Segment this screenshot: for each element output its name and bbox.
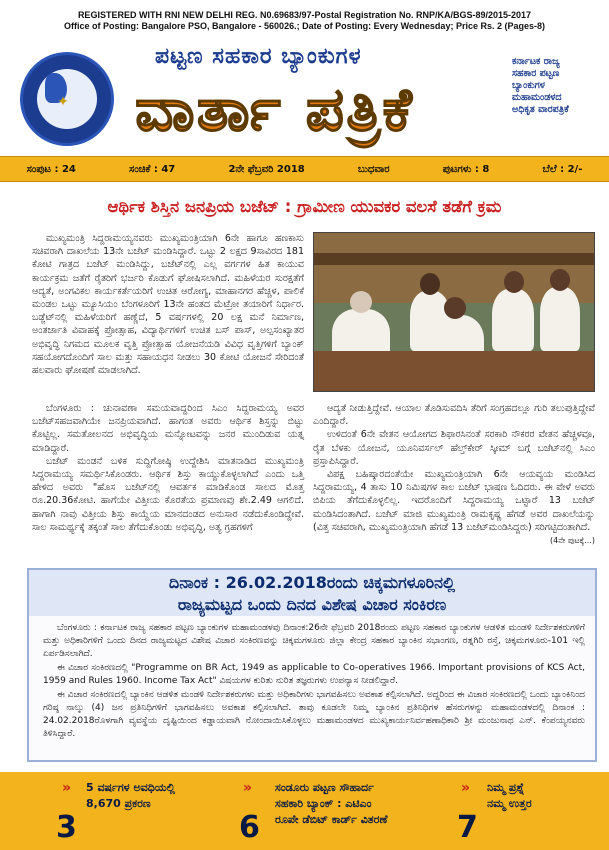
notice-paragraph: ಈ ವಿಚಾರ ಸಂಕಿರಣದಲ್ಲಿ "Programme on BR Act, 1949 as applicable to Co-operatives 1966. Important provisions of KCS Act, 1959 and Rules 1960. Income Tax Act" ವಿಷಯಗಳ ಕುರಿತು ನುರಿತ ತಜ್ಞರುಗಳು ಉಪನ್ಯಾಸ ನೀಡಲಿದ್ದಾರೆ. <box>43 663 585 686</box>
article-body-right <box>313 402 595 570</box>
date-label: 2ನೇ ಫೆಬ್ರವರಿ 2018 <box>228 163 305 175</box>
chevron-right-icon: » <box>62 780 72 796</box>
article-lead <box>32 232 304 392</box>
issue-info-bar <box>0 156 609 182</box>
seminar-notice-body <box>43 622 585 742</box>
continued-label: (4ನೇ ಪುಟಕ್ಕೆ...) <box>550 536 595 546</box>
article-body-left <box>32 402 304 570</box>
notice-paragraph: ಬೆಂಗಳೂರು : ಕರ್ನಾಟಕ ರಾಜ್ಯ ಸಹಕಾರ ಪಟ್ಟಣ ಬ್ಯಾಂಕುಗಳ ಮಹಾಮಂಡಳವು ದಿನಾಂಕ:26ನೇ ಫೆಬ್ರವರಿ 2018ರಂದು ಪಟ್ಟಣ ಸಹಕಾರ ಬ್ಯಾಂಕುಗಳ ಆಡಳಿತ ಮಂಡಳಿ ನಿರ್ದೇಶಕರುಗಳಿಗೆ ಮತ್ತು ಅಧಿಕಾರಿಗಳಿಗೆ ಒಂದು ದಿನದ ರಾಜ್ಯಮಟ್ಟದ ವಿಶೇಷ ವಿಚಾರ ಸಂಕಿರಣವನ್ನು ಚಿಕ್ಕಮಗಳೂರು ಜಿಲ್ಲಾ ಕೇಂದ್ರ ಸಹಕಾರ ಬ್ಯಾಂಕಿನ ಸಭಾಂಗಣ, ರತ್ನಗಿರಿ ರಸ್ತೆ, ಚಿಕ್ಕಮಗಳೂರು-101 ಇಲ್ಲಿ ಏರ್ಪಡಿಸಲಾಗಿದೆ. <box>43 623 585 659</box>
seminar-notice-box <box>27 568 597 762</box>
article-paragraph: ಬೆಂಗಳೂರು : ಚುನಾವಣಾ ಸಮಯವಾದ್ದರಿಂದ ಸಿಎಂ ಸಿದ್ದರಾಮಯ್ಯ ಅವರ ಬಜೆಟ್‌ಸಹಜವಾಗಿಯೇ ಜನಪ್ರಿಯವಾಗಿದೆ. ಹಾಗಂತ ಅವರು ಆರ್ಥಿಕ ಶಿಸ್ತನ್ನು ಬಿಟ್ಟು ಕೊಟ್ಟಿಲ್ಲ. ಸಮತೋಲನದ ಅಭಿವೃದ್ಧಿಯ ಮನ್ನೋಟವನ್ನು ಜನರ ಮುಂದಿಡುವ ಯತ್ನ ಮಾಡಿದ್ದಾರೆ. <box>32 403 304 454</box>
masthead-title: ವಾರ್ತಾ ಪತ್ರಿಕೆ <box>135 75 414 145</box>
masthead-subtitle: ಪಟ್ಟಣ ಸಹಕಾರ ಬ್ಯಾಂಕುಗಳ <box>155 44 362 69</box>
federation-logo <box>20 52 114 146</box>
seminar-notice-title <box>29 570 595 616</box>
notice-paragraph: ಈ ವಿಚಾರ ಸಂಕಿರಣದಲ್ಲಿ ಬ್ಯಾಂಕಿನ ಆಡಳಿತ ಮಂಡಳಿ ನಿರ್ದೇಶಕರುಗಳು ಮತ್ತು ಅಧಿಕಾರಿಗಳು ಭಾಗವಹಿಸಲು ಅವಕಾಶ ಕಲ್ಪಿಸಲಾಗಿದೆ. ಅದ್ದರಿಂದ ಈ ವಿಚಾರ ಸಂಕಿರಣದಲ್ಲಿ ಒಂದು ಬ್ಯಾಂಕಿನಿಂದ ಗರಿಷ್ಠ ನಾಲ್ಕು (4) ಜನ ಪ್ರತಿನಿಧಿಗಳಿಗೆ ಭಾಗವಹಿಸಲು ಅವಕಾಶ ಕಲ್ಪಿಸಲಾಗಿದೆ. ತಾವು ಕೂಡಲೇ ನಿಮ್ಮ ಬ್ಯಾಂಕಿನ ಪ್ರತಿನಿಧಿಗಳ ಹೆಸರುಗಳನ್ನು ಮಹಾಮಂಡಳದಲ್ಲಿ ದಿನಾಂಕ : 24.02.2018ರೊಳಗಾಗಿ ವ್ಯವಸ್ಥೆಯ ದೃಷ್ಟಿಯಿಂದ ಕಡ್ಡಾಯವಾಗಿ ನೋಂದಾಯಿಸಿಕೊಳ್ಳಲು ಮಹಾಮಂಡಳದ ಮುಖ್ಯಕಾರ್ಯನಿರ್ವಹಣಾಧಿಕಾರಿ ಶ್ರೀ ಮಂಜುನಾಥ ಎನ್. ಕೆಂಪಯ್ಯನವರು ತಿಳಿಸಿದ್ದಾರೆ. <box>43 690 585 739</box>
volume-label: ಸಂಪುಟ : 24 <box>26 163 76 175</box>
footer-index-bar <box>0 772 609 850</box>
article-paragraph: ಆದ್ಯತೆ ನೀಡುತ್ತಿದ್ದೇವೆ. ಆಯಾಲ ತೊಡಿಸುವದಿಸಿ ತೆರಿಗೆ ಸಂಗ್ರಹದಲ್ಲೂ ಗುರಿ ತಲುಪುತ್ತಿದ್ದೇವೆ ಎಂದಿದ್ದಾರೆ. <box>313 403 595 428</box>
footer-item[interactable] <box>443 772 609 850</box>
footer-line: ಸಹಕಾರಿ ಬ್ಯಾಂಕ್ : ಎಟಿಎಂ <box>275 797 372 810</box>
seminar-title-line-1: ದಿನಾಂಕ : 26.02.2018ರಂದು ಚಿಕ್ಕಮಗಳೂರಿನಲ್ಲಿ <box>168 573 456 592</box>
masthead-side-text: ಕರ್ನಾಟಕ ರಾಜ್ಯ ಸಹಕಾರ ಪಟ್ಟಣ ಬ್ಯಾಂಕುಗಳ ಮಹಾಮಂಡಳದ ಅಧಿಕೃತ ವಾರಪತ್ರಿಕೆ <box>512 56 569 115</box>
issue-label: ಸಂಚಿಕೆ : 47 <box>129 163 176 175</box>
footer-page-number: 7 <box>457 810 478 845</box>
article-lead-text: ಮುಖ್ಯಮಂತ್ರಿ ಸಿದ್ದರಾಮಯ್ಯನವರು ಮುಖ್ಯಮಂತ್ರಿಯಾಗಿ 6ನೇ ಹಾಗೂ ಹಣಕಾಸು ಸಚಿವರಾಗಿ ದಾಖಲೆಯ 13ನೇ ಬಜೆಟ್ ಮಂಡಿಸಿದ್ದಾರೆ. ಒಟ್ಟು 2 ಲಕ್ಷದ 9ಸಾವಿರದ 181 ಕೋಟಿ ಗಾತ್ರದ ಬಜೆಟ್ ಮಂಡಿಸಿದ್ದು, ಬಜೆಟ್‌ನಲ್ಲಿ ಎಲ್ಲ ವರ್ಗಗಳ ಹಿತ ಕಾಯುವ ಕಾರ್ಯಕ್ರಮ ಜತೆಗೆ ರೈತರಿಗೆ ಭರ್ಜರಿ ಕೊಡುಗೆ ಘೋಷಿಸಲಾಗಿದೆ. ಮಹಿಳೆಯರ ಸುರಕ್ಷತೆಗೆ ಆದ್ಯತೆ, ಅಂಗವಿಕಲ ಕಾರ್ಯಕರ್ತೆಯರಿಗೆ ಉಚಿತ ಆರೋಗ್ಯ, ಮಾಹಾನಗರ ಹೆಚ್ಚಳ, ಪಾಲಿಕೆ ಮಂಡಲ ಒಟ್ಟು ಮ್ಯೂಸಿಯಂ ಬೆಂಗಳೂರಿಗೆ 13ನೇ ಹಂತದ ಮೆಟ್ರೋ ತಯಾರಿಗೆ ನಿರ್ಧಾರ. ಬಡ್ಜೆಟ್‌ನಲ್ಲಿ ಮಹಿಳೆಯರಿಗೆ ಹಣ್ಣೆದೆ, 5 ವರ್ಷಗಳಲ್ಲಿ 20 ಲಕ್ಷ ಮನೆ ನಿರ್ಮಾಣ, ಅಂತರ್ಜಾತಿ ವಿವಾಹಕ್ಕೆ ಪ್ರೋತ್ಸಾಹ, ವಿದ್ಯಾರ್ಥಿಗಳಿಗೆ ಉಚಿತ ಬಸ್ ಪಾಸ್, ಅಲ್ಪಸಂಖ್ಯಾತರ ಅಭಿವೃದ್ಧಿ ನಿಗಮದ ಮೂಲಕ ವೃತ್ತಿ ಪ್ರೋತ್ಸಾಹ ಯೋಜನೆಯಡಿ ವಿವಿಧ ವೃತ್ತಿಗಳಿಗೆ ಬ್ಯಾಂಕ್ ಸಹಯೋಗದೊಂದಿಗೆ ಸಾಲ ಮತ್ತು ಸಹಾಯಧನ ನೀಡಲು 30 ಕೋಟಿ ಯೋಜನೆ ಸೇರಿದಂತೆ ಹಲವಾರು ಘೋಷಣೆ ಮಾಡಲಾಗಿದೆ. <box>32 233 304 377</box>
pages-label: ಪುಟಗಳು : 8 <box>442 163 490 175</box>
footer-item[interactable] <box>203 772 443 850</box>
assembly-photo <box>313 232 595 392</box>
footer-page-number: 3 <box>56 810 77 845</box>
article-paragraph: ಉಳಿದಂತೆ 6ನೇ ವೇತನ ಆಯೋಗದ ಶಿಫಾರಸಿನಂತೆ ಸರಕಾರಿ ನೌಕರರ ವೇತನ ಹೆಚ್ಚಳವೂ, ರೈತ ಬೆಳಕು ಯೋಜನೆ, ಯೂನಿವರ್ಸಲ್ ಹೆಲ್ತ್‌ಕೇರ್ ಸ್ಕೀಮ್ ಬಗ್ಗೆ ಬಜೆಟ್‌ನಲ್ಲಿ ಸಿಎಂ ಪ್ರಸ್ತಾಪಿಸಿದ್ದಾರೆ. <box>313 429 595 467</box>
footer-line: ನಿಮ್ಮ ಪ್ರಶ್ನೆ <box>487 781 525 794</box>
footer-line: ಸಂಡೂರು ಪಟ್ಟಣ ಸೌಹಾರ್ದ <box>275 781 374 794</box>
footer-page-number: 6 <box>239 810 260 845</box>
seminar-title-line-2: ರಾಜ್ಯಮಟ್ಟದ ಒಂದು ದಿನದ ವಿಶೇಷ ವಿಚಾರ ಸಂಕಿರಣ <box>177 595 447 614</box>
footer-line: ನಮ್ಮ ಉತ್ತರ <box>487 797 532 810</box>
footer-line: 8,670 ಪ್ರಕರಣ <box>86 797 151 810</box>
article-paragraph: ವಿಪಕ್ಷ ಬಹಿಷ್ಕಾರದಂತೆಯೇ ಮುಖ್ಯಮಂತ್ರಿಯಾಗಿ 6ನೇ ಆಯವ್ಯಯ ಮಂಡಿಸಿದ ಸಿದ್ದರಾಮಯ್ಯ, 4 ತಾಸು 10 ನಿಮಿಷಗಳ ಕಾಲ ಬಜೆಟ್ ಭಾಷಣ ಓದಿದರು. ಈ ವೇಳೆ ಅವರು ಬಿಪಿಯ ತೆಗೆದುಕೊಳ್ಳಲಿಲ್ಲ. ಇದರೊಂದಿಗೆ ಸಿದ್ದರಾಮಯ್ಯ ಒಟ್ಟಾರೆ 13 ಬಜೆಟ್ ಮಂಡಿಸಿದಂತಾಗಿದೆ. ಬಜೆಟ್ ಮಾಜಿ ಮುಖ್ಯಮಂತ್ರಿ ರಾಮಕೃಷ್ಣ ಹೆಗಡೆ ಅವರ ದಾಖಲೆಯನ್ನು (ವಿತ್ತ ಸಚಿವರಾಗಿ, ಮುಖ್ಯಮಂತ್ರಿಯಾಗಿ ಹೆಗಡೆ 13 ಬಜೆಟ್‌ಮಂಡಿಸಿದ್ದರು) ಸರಿಗಟ್ಟಿದಂತಾಗಿದೆ. <box>313 469 595 533</box>
registration-line-2: Office of Posting: Bangalore PSO, Bangalore - 560026.; Date of Posting: Every Wednesday; Price Rs. 2 (Pages-8) <box>64 21 545 31</box>
handshake-icon: ✦ <box>57 94 69 110</box>
main-headline: ಆರ್ಥಿಕ ಶಿಸ್ತಿನ ಜನಪ್ರಿಯ ಬಜೆಟ್ : ಗ್ರಾಮೀಣ ಯುವಕರ ವಲಸೆ ತಡೆಗೆ ಕ್ರಮ <box>107 197 502 216</box>
footer-line: ರೂಪೇ ಡೆಬಿಟ್ ಕಾರ್ಡ್ ವಿತರಣೆ <box>275 813 388 826</box>
footer-line: 5 ವರ್ಷಗಳ ಅವಧಿಯಲ್ಲಿ <box>86 781 175 794</box>
registration-header <box>0 10 609 32</box>
chevron-right-icon: » <box>243 780 253 796</box>
price-label: ಬೆಲೆ : 2/- <box>542 163 583 175</box>
registration-line-1: REGISTERED WITH RNI NEW DELHI REG. N0.69683/97-Postal Registration No. RNP/KA/BGS-89/2015-2017 <box>77 10 532 20</box>
chevron-right-icon: » <box>461 780 471 796</box>
article-paragraph: ಬಜೆಟ್ ಮಂಡನೆ ಬಳಿಕ ಸುದ್ದಿಗೋಷ್ಠಿ ಉದ್ದೇಶಿಸಿ ಮಾತನಾಡಿದ ಮುಖ್ಯಮಂತ್ರಿ ಸಿದ್ದರಾಮಯ್ಯ ಸಮರ್ಥಿಸಿಕೊಂಡರು. ಆರ್ಥಿಕ ಶಿಸ್ತು ಕಾಯ್ದುಕೊಳ್ಳಲಾಗಿದೆ ಎಂದು ಒತ್ತಿ ಹೇಳಿದ ಅವರು "ಹೊಸ ಬಜೆಟ್‌ನಲ್ಲಿ ಆವರ್ತಕ ಮಾಡಿಕೊಂಡ ಸಾಲದ ಮೊತ್ತ ರೂ.20.36ಕೋಟಿ. ಹಾಗೆಯೇ ವಿತ್ತೀಯ ಕೊರತೆಯ ಪ್ರಮಾಣವು ಶೇ.2.49 ಆಗಲಿದೆ. ಹಾಗಾಗಿ ನಾವು ವಿತ್ತೀಯ ಶಿಸ್ತು ಕಾಯ್ದೆಯ ಮಾನದಂಡದ ಅನುಸಾರ ನಡೆದುಕೊಂಡಿದ್ದೇವೆ. ಸಾಲ ಸಾಮರ್ಥ್ಯಕ್ಕೆ ತಕ್ಕಂತೆ ಸಾಲ ತೆಗೆದುಕೊಂಡು ಅಭಿವೃದ್ಧಿ, ಅತ್ಯ ಗ್ರಹಗಳಿಗೆ <box>32 455 304 533</box>
masthead <box>0 38 609 156</box>
weekday-label: ಬುಧವಾರ <box>357 163 390 175</box>
footer-item[interactable] <box>0 772 203 850</box>
